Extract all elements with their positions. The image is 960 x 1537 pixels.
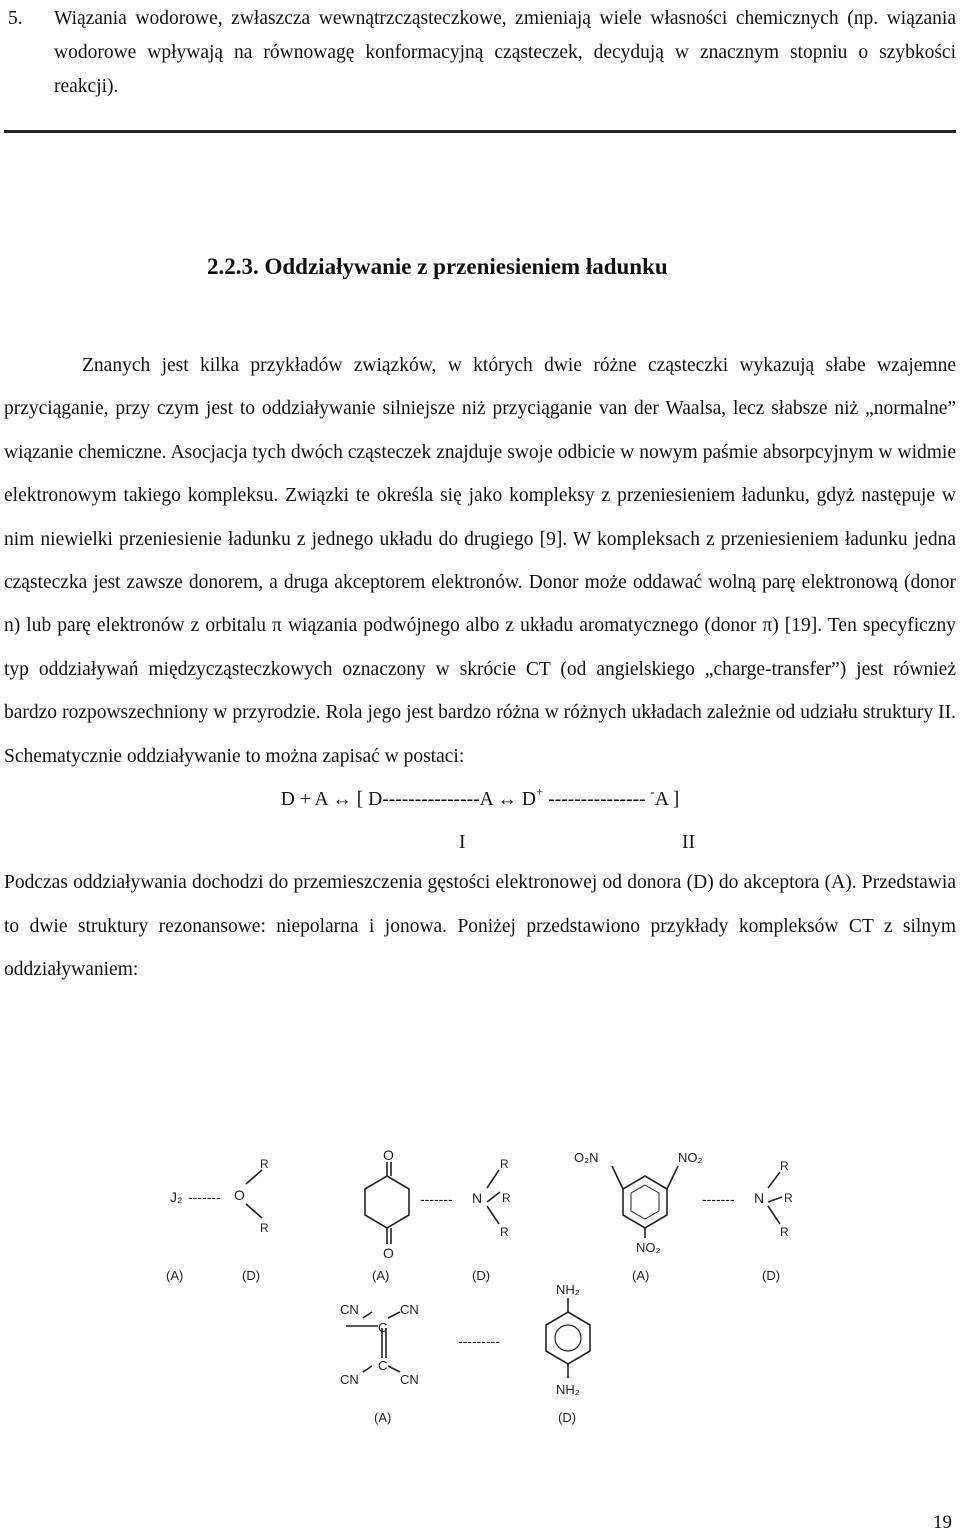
paragraph-2: Podczas oddziaływania dochodzi do przemieszczenia gęstości elektronowej od donora (D) do akceptora (A). Przedstawia to dwie struktury rezonansowe: niepolarna i jonowa. Poniżej przedstawiono przykłady kompleksów CT z silnym oddziaływaniem: — [4, 872, 956, 981]
paragraph-1-text: Znanych jest kilka przykładów związków, w których dwie różne cząsteczki wykazują słabe wzajemne przyciąganie, przy czym jest to oddziaływanie silniejsze niż przyciąganie van der Waalsa, lecz słabsze niż „normalne” wiązanie chemiczne. Asocjacja tych dwóch cząsteczek znajduje swoje odbicie w nowym paśmie absorpcyjnym w widmie elektronowym takiego kompleksu. Związki te określa się jako kompleksy z przeniesieniem ładunku, gdyż następuje w nim niewielki przeniesienie ładunku z jednego układu do drugiego [9]. W kompleksach z przeniesieniem ładunku jedna cząsteczka jest zawsze donorem, a druga akceptorem elektronów. Donor może oddawać wolną parę elektronową (donor n) lub parę elektronów z orbitalu π wiązania podwójnego albo z układu aromatycznego (donor π) [19]. Ten specyficzny typ oddziaływań międzycząsteczkowych oznaczony w skrócie CT (od angielskiego „charge-transfer”) jest również bardzo rozpowszechniony w przyrodzie. Rola jego jest bardzo różna w różnych układach zależnie od udziału struktury II. Schematycznie oddziaływanie to można zapisać w postaci: — [4, 355, 956, 767]
section-heading: 2.2.3. Oddziaływanie z przeniesieniem ładunku — [207, 254, 668, 279]
equation-right: A ] — [654, 789, 680, 811]
mol1-bond-top — [246, 1170, 262, 1184]
ct-complexes-diagram — [150, 1140, 810, 1440]
mol1-oxygen: O — [234, 1187, 245, 1203]
mol3-label-d: (D) — [762, 1268, 781, 1283]
mol2-r1: R — [500, 1157, 509, 1171]
equation-minus-charge: - — [650, 784, 655, 800]
mol4-label-d: (D) — [558, 1410, 577, 1425]
mol2-r3: R — [500, 1225, 509, 1239]
mol4-aniline-ring — [546, 1312, 590, 1364]
mol4-cn-top-right: CN — [400, 1302, 419, 1317]
mol2-nitrogen: N — [472, 1190, 483, 1206]
mol1-r-top: R — [260, 1157, 269, 1171]
mol4-nh2-bottom: NH₂ — [556, 1382, 580, 1397]
list-item-number: 5. — [8, 8, 23, 29]
mol2-r2: R — [502, 1191, 511, 1205]
mol3-r1: R — [780, 1159, 789, 1173]
page-number: 19 — [933, 1512, 952, 1533]
mol3-nitrogen: N — [754, 1190, 765, 1206]
mol3-o2n: O₂N — [574, 1150, 599, 1165]
structure-label-II: II — [682, 832, 695, 854]
mol1-bond-bottom — [246, 1204, 262, 1218]
horizontal-rule — [4, 130, 956, 133]
mol4-cn-bottom-right: CN — [400, 1372, 419, 1387]
mol1-label-d: (D) — [242, 1268, 261, 1283]
equation-plus-charge: + — [536, 784, 544, 800]
structure-label-I: I — [459, 832, 466, 854]
mol2-label-d: (D) — [472, 1268, 491, 1283]
mol3-r2: R — [784, 1191, 793, 1205]
mol3-label-a: (A) — [632, 1268, 650, 1283]
equation-left: D + A ↔ [ D---------------A ↔ D — [280, 789, 536, 811]
ct-complexes-figure — [150, 1140, 810, 1440]
resonance-equation — [4, 778, 956, 821]
mol4-carbon-top: C — [378, 1320, 388, 1335]
mol2-oxygen-bottom: O — [383, 1245, 394, 1261]
paragraph-intro — [4, 344, 956, 778]
mol3-dots: ------- — [702, 1191, 735, 1207]
equation-middle: --------------- — [543, 789, 651, 811]
mol1-i2: J₂ — [170, 1189, 183, 1205]
mol1-label-a: (A) — [166, 1268, 184, 1283]
mol4-label-a: (A) — [374, 1410, 392, 1425]
mol4-nh2-top: NH₂ — [556, 1282, 580, 1297]
mol4-dots: --------- — [458, 1333, 500, 1349]
mol3-no2-top: NO₂ — [678, 1150, 703, 1165]
mol4-carbon-bottom: C — [378, 1358, 388, 1373]
mol2-dots: ------- — [420, 1191, 453, 1207]
mol3-ring — [623, 1176, 667, 1228]
mol3-no2-bottom: NO₂ — [636, 1240, 661, 1255]
mol2-ring — [365, 1176, 409, 1228]
mol1-r-bottom: R — [260, 1221, 269, 1235]
body-text — [4, 344, 956, 992]
mol4-cn-top-left: CN — [340, 1302, 359, 1317]
mol2-label-a: (A) — [372, 1268, 390, 1283]
mol4-cn-bottom-left: CN — [340, 1372, 359, 1387]
mol3-r3: R — [780, 1225, 789, 1239]
structure-labels — [4, 821, 956, 861]
mol2-oxygen-top: O — [383, 1147, 394, 1163]
mol1-dots: ------- — [188, 1189, 221, 1205]
list-item-text: Wiązania wodorowe, zwłaszcza wewnątrzcząsteczkowe, zmieniają wiele własności chemicznych (np. wiązania wodorowe wpływają na równowagę konformacyjną cząsteczek, decydują w znacznym stopniu o szybkości reakcji). — [54, 8, 956, 97]
list-item-5 — [8, 2, 956, 104]
